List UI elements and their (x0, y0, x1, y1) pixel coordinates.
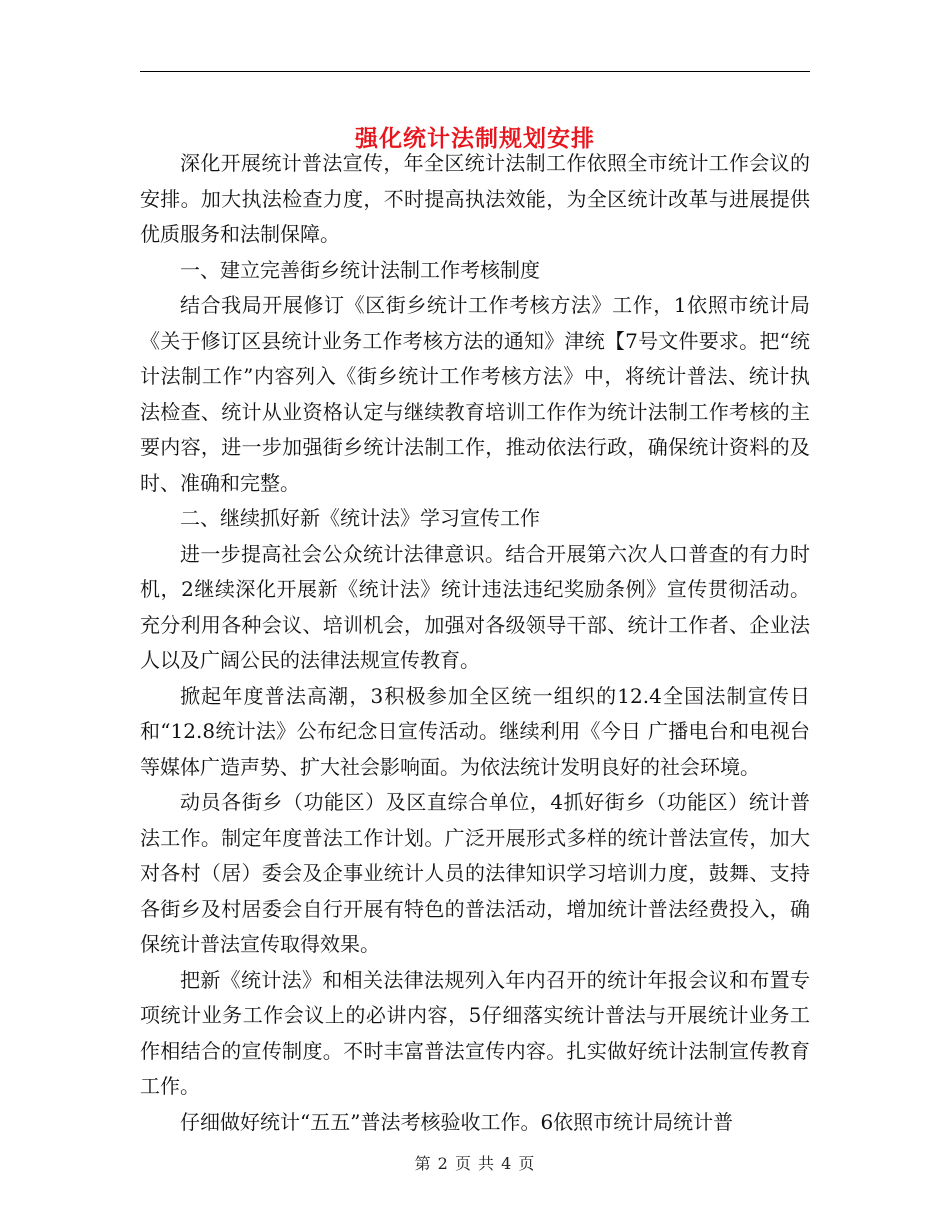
paragraph-1: 结合我局开展修订《区街乡统计工作考核方法》工作，1依照市统计局《关于修订区县统计业务工作考核方法的通知》津统【7号文件要求。把“统计法制工作”内容列入《街乡统计工作考核方法》中，将统计普法、统计执法检查、统计从业资格认定与继续教育培训工作作为统计法制工作考核的主要内容，进一步加强街乡统计法制工作，推动依法行政，确保统计资料的及时、准确和完整。 (140, 293, 810, 495)
page-number: 第 2 页 共 4 页 (414, 1154, 536, 1173)
document-body (140, 146, 810, 1140)
paragraph-intro: 深化开展统计普法宣传，年全区统计法制工作依照全市统计工作会议的安排。加大执法检查力度，不时提高执法效能，为全区统计改革与进展提供优质服务和法制保障。 (140, 151, 810, 246)
section-heading-2: 二、继续抓好新《统计法》学习宣传工作 (180, 506, 540, 530)
paragraph-2: 进一步提高社会公众统计法律意识。结合开展第六次人口普查的有力时机，2继续深化开展新《统计法》统计违法违纪奖励条例》宣传贯彻活动。充分利用各种会议、培训机会，加强对各级领导干部、统计工作者、企业法人以及广阔公民的法律法规宣传教育。 (140, 541, 810, 672)
paragraph-6: 仔细做好统计“五五”普法考核验收工作。6依照市统计局统计普 (180, 1109, 734, 1134)
section-heading-1: 一、建立完善街乡统计法制工作考核制度 (180, 257, 540, 282)
header-rule (140, 71, 810, 72)
document-title: 强化统计法制规划安排 (355, 125, 595, 153)
paragraph-3: 掀起年度普法高潮，3积极参加全区统一组织的12.4全国法制宣传日和“12.8统计法》公布纪念日宣传活动。继续利用《今日 广播电台和电视台等媒体广造声势、扩大社会影响面。为依法统计发明良好的社会环境。 (140, 683, 810, 779)
paragraph-4: 动员各街乡（功能区）及区直综合单位，4抓好街乡（功能区）统计普法工作。制定年度普法工作计划。广泛开展形式多样的统计普法宣传，加大对各村（居）委会及企事业统计人员的法律知识学习培训力度，鼓舞、支持各街乡及村居委会自行开展有特色的普法活动，增加统计普法经费投入，确保统计普法宣传取得效果。 (140, 790, 810, 956)
paragraph-5: 把新《统计法》和相关法律法规列入年内召开的统计年报会议和布置专项统计业务工作会议上的必讲内容，5仔细落实统计普法与开展统计业务工作相结合的宣传制度。不时丰富普法宣传内容。扎实做好统计法制宣传教育工作。 (140, 967, 810, 1098)
